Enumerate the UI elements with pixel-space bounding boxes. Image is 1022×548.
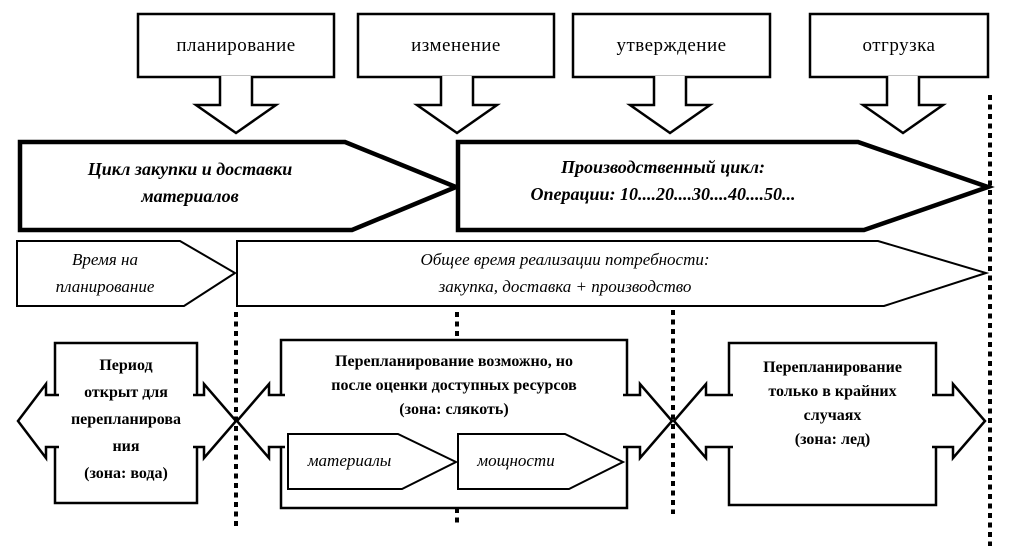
total-time-line2: закупка, доставка + производство xyxy=(438,277,692,296)
zone-water-text xyxy=(58,352,194,487)
approval-down-arrow-icon xyxy=(630,76,710,133)
production-cycle-line1: Производственный цикл: xyxy=(560,157,766,177)
zone-water-line3: перепланирова xyxy=(70,411,182,428)
capacity-arrow-label: мощности xyxy=(477,451,555,470)
materials-arrow-label: материалы xyxy=(307,451,392,470)
top-label-approval: утверждение xyxy=(616,34,727,56)
slush-left-arrow-icon xyxy=(237,384,285,458)
zone-water-line2: открыт для xyxy=(84,384,168,401)
shipment-down-arrow-icon xyxy=(863,76,943,133)
water-left-arrow-icon xyxy=(18,384,59,458)
zone-ice-text xyxy=(731,356,934,452)
zone-water-line5: (зона: вода) xyxy=(84,465,168,482)
change-down-arrow-icon xyxy=(417,76,497,133)
total-time-line1: Общее время реализации потребности: xyxy=(420,250,710,269)
zone-slush-line2: после оценки доступных ресурсов xyxy=(331,377,577,394)
planning-time-text xyxy=(20,246,190,300)
purchase-cycle-line2: материалов xyxy=(141,186,239,206)
ice-right-arrow-icon xyxy=(932,384,985,458)
zone-ice-line1: Перепланирование xyxy=(763,359,902,376)
production-cycle-line2: Операции: 10....20....30....40....50... xyxy=(530,184,796,204)
slush-right-arrow-icon xyxy=(623,384,672,458)
purchase-cycle-text xyxy=(40,156,340,210)
top-label-shipment: отгрузка xyxy=(862,34,936,56)
planning-time-line1: Время на xyxy=(72,250,138,269)
top-label-planning: планирование xyxy=(176,34,296,56)
zone-ice-line2: только в крайних xyxy=(768,383,897,400)
purchase-cycle-line1: Цикл закупки и доставки xyxy=(87,159,293,179)
zone-slush-line3: (зона: слякоть) xyxy=(399,401,509,418)
top-label-change: изменение xyxy=(411,34,501,56)
planning-down-arrow-icon xyxy=(196,76,276,133)
zone-slush-text xyxy=(286,350,622,422)
zone-water-line1: Период xyxy=(99,357,153,374)
zone-ice-line4: (зона: лед) xyxy=(794,431,871,448)
production-cycle-text xyxy=(468,154,858,208)
zone-ice-line3: случаях xyxy=(803,407,862,424)
water-right-arrow-icon xyxy=(193,384,236,458)
planning-time-line2: планирование xyxy=(55,277,155,296)
total-time-text xyxy=(255,246,875,300)
ice-left-arrow-icon xyxy=(674,384,733,458)
zone-slush-line1: Перепланирование возможно, но xyxy=(335,353,573,370)
zone-water-line4: ния xyxy=(112,438,140,455)
